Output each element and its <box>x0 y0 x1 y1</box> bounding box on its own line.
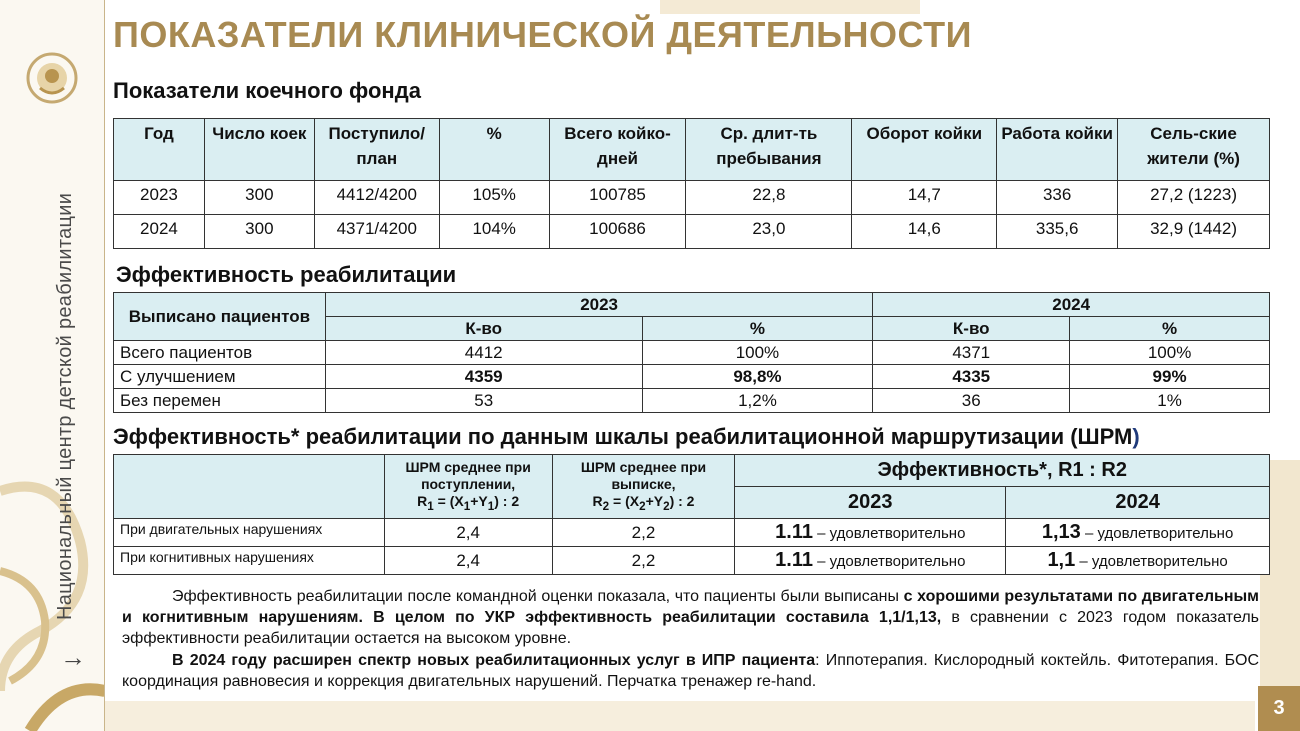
column-header: 2024 <box>1006 487 1270 519</box>
table-cell: 100686 <box>549 215 686 249</box>
shrm-heading-text: Эффективность* реабилитации по данным шкалы реабилитационной маршрутизации (ШРМ <box>113 424 1133 449</box>
formula-r2: $R_2 = (X_2+Y_2)$ : 2 <box>592 492 695 513</box>
table-cell: 4412 <box>325 341 642 365</box>
rehab-table <box>113 292 1270 413</box>
table-cell: 36 <box>873 389 1070 413</box>
column-header: 2023 <box>735 487 1006 519</box>
table-cell: 105% <box>439 181 549 215</box>
table-cell: 300 <box>204 215 314 249</box>
table-cell: 2023 <box>114 181 205 215</box>
table-cell: 27,2 (1223) <box>1118 181 1270 215</box>
column-header: % <box>642 317 873 341</box>
column-header: 2024 <box>873 293 1270 317</box>
cell-value: 1.11 <box>775 521 813 543</box>
table-header-row <box>114 455 1270 487</box>
table-cell: 53 <box>325 389 642 413</box>
decor-band-bottom <box>105 701 1255 731</box>
column-header: % <box>1070 317 1270 341</box>
column-header: Работа койки <box>997 119 1118 181</box>
shrm-heading <box>113 424 1140 450</box>
table-cell: 4371/4200 <box>314 215 439 249</box>
table-cell: 32,9 (1442) <box>1118 215 1270 249</box>
table-row <box>114 341 1270 365</box>
column-header-empty <box>114 455 385 519</box>
table-cell: Всего пациентов <box>114 341 326 365</box>
page-title: ПОКАЗАТЕЛИ КЛИНИЧЕСКОЙ ДЕЯТЕЛЬНОСТИ <box>113 14 973 55</box>
column-header <box>552 455 735 519</box>
header-line: ШРМ среднее при выписке, <box>580 458 707 492</box>
column-header: % <box>439 119 549 181</box>
table-cell: 2,2 <box>552 547 735 575</box>
table-cell: При двигательных нарушениях <box>114 519 385 547</box>
table-cell: 1% <box>1070 389 1270 413</box>
table-cell: 336 <box>997 181 1118 215</box>
rehab-heading: Эффективность реабилитации <box>116 262 457 287</box>
table-cell: С улучшением <box>114 365 326 389</box>
para-bold: с хорошими результатами по двигательным и когнитивным нарушениям. В целом по УКР эффективность реабилитации составила 1,1/1,13, <box>122 588 1260 626</box>
arrow-icon: → <box>60 642 86 672</box>
table-cell: Без перемен <box>114 389 326 413</box>
para-text: в сравнении с 2023 годом показатель эффективности реабилитации остается на высоком уровне. <box>122 609 1259 647</box>
table-cell <box>735 519 1006 547</box>
table-cell <box>873 365 1070 389</box>
column-header: Эффективность*, R1 : R2 <box>735 455 1270 487</box>
beds-heading: Показатели коечного фонда <box>113 78 421 103</box>
cell-value: 4359 <box>464 366 503 386</box>
table-row <box>114 547 1270 575</box>
para-text: Эффективность реабилитации после командной оценки показала, что пациенты были выписаны <box>172 588 904 605</box>
cell-value: 4335 <box>952 366 991 386</box>
column-header: 2023 <box>325 293 872 317</box>
cell-value: 98,8% <box>733 366 782 386</box>
cell-note: – удовлетворительно <box>1080 525 1234 542</box>
table-cell <box>735 547 1006 575</box>
formula-r1: $R_1 = (X_1+Y_1)$ : 2 <box>417 492 520 513</box>
column-header: К-во <box>325 317 642 341</box>
header-line: ШРМ среднее при поступлении, <box>405 458 531 492</box>
table-row <box>114 181 1270 215</box>
table-cell: 2024 <box>114 215 205 249</box>
logo-icon <box>26 52 78 104</box>
table-cell: 104% <box>439 215 549 249</box>
table-cell: 22,8 <box>686 181 852 215</box>
table-cell: 2,4 <box>384 547 552 575</box>
table-cell <box>1070 365 1270 389</box>
table-cell <box>1006 547 1270 575</box>
column-header: К-во <box>873 317 1070 341</box>
column-header: Оборот койки <box>852 119 997 181</box>
table-row <box>114 519 1270 547</box>
cell-value: 1.11 <box>775 549 813 571</box>
ornament-icon <box>0 431 105 731</box>
table-cell: 100% <box>642 341 873 365</box>
table-cell: 1,2% <box>642 389 873 413</box>
table-header-row <box>114 119 1270 181</box>
para-bold: В 2024 году расширен спектр новых реабилитационных услуг в ИПР пациента <box>172 652 816 669</box>
column-header <box>384 455 552 519</box>
table-cell: При когнитивных нарушениях <box>114 547 385 575</box>
table-cell: 2,2 <box>552 519 735 547</box>
beds-table <box>113 118 1270 249</box>
shrm-heading-paren: ) <box>1132 424 1140 449</box>
table-cell: 4371 <box>873 341 1070 365</box>
divider <box>104 0 105 731</box>
decor-band-top <box>660 0 920 14</box>
cell-value: 1,13 <box>1041 521 1081 543</box>
table-cell: 14,7 <box>852 181 997 215</box>
table-row <box>114 389 1270 413</box>
page-number: 3 <box>1273 697 1285 719</box>
table-cell <box>1006 519 1270 547</box>
sidebar-panel <box>0 0 105 731</box>
cell-value: 1,1 <box>1047 549 1076 571</box>
column-header: Выписано пациентов <box>114 293 326 341</box>
table-header-row <box>114 293 1270 317</box>
column-header: Число коек <box>204 119 314 181</box>
column-header: Поступило/ план <box>314 119 439 181</box>
table-cell: 335,6 <box>997 215 1118 249</box>
cell-note: – удовлетворительно <box>812 553 966 570</box>
table-cell: 100% <box>1070 341 1270 365</box>
para-text: : Иппотерапия. Кислородный коктейль. Фитотерапия. БОС координация равновесия и коррекция двигательных нарушений. Перчатка тренажер re-hand. <box>122 652 1260 690</box>
table-cell: 100785 <box>549 181 686 215</box>
table-row <box>114 215 1270 249</box>
summary-paragraph-2 <box>122 650 1259 692</box>
summary-paragraph-1 <box>122 586 1259 649</box>
column-header: Всего койко-дней <box>549 119 686 181</box>
column-header: Сель-ские жители (%) <box>1118 119 1270 181</box>
org-name-vertical: Национальный центр детской реабилитации <box>54 192 76 620</box>
table-cell <box>642 365 873 389</box>
cell-note: – удовлетворительно <box>1075 553 1228 570</box>
table-row <box>114 365 1270 389</box>
table-cell: 2,4 <box>384 519 552 547</box>
table-cell: 300 <box>204 181 314 215</box>
shrm-table <box>113 454 1270 575</box>
cell-note: – удовлетворительно <box>812 525 966 542</box>
table-cell: 14,6 <box>852 215 997 249</box>
column-header: Ср. длит-ть пребывания <box>686 119 852 181</box>
cell-value: 99% <box>1152 366 1187 386</box>
table-cell: 4412/4200 <box>314 181 439 215</box>
column-header: Год <box>114 119 205 181</box>
table-cell: 23,0 <box>686 215 852 249</box>
table-cell <box>325 365 642 389</box>
